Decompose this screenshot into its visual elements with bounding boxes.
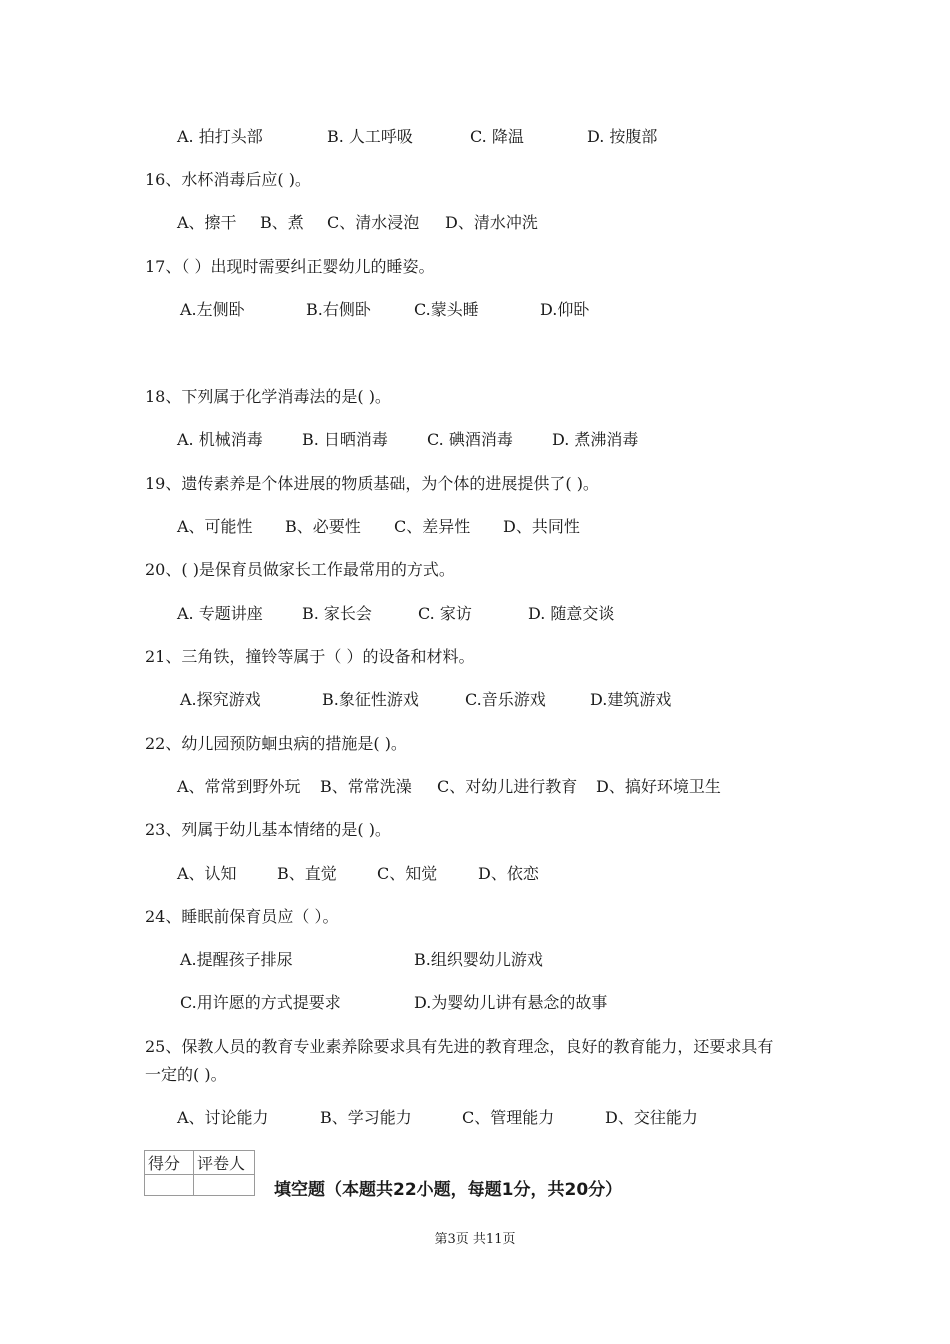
grader-header: 评卷人 — [194, 1151, 255, 1175]
q18-option-b: B. 日晒消毒 — [302, 430, 388, 449]
q22-option-a: A、常常到野外玩 — [177, 777, 301, 796]
q23-option-b: B、直觉 — [277, 864, 337, 883]
question-17: 17、（ ）出现时需要纠正婴幼儿的睡姿。 — [145, 257, 435, 276]
score-table — [144, 1150, 255, 1196]
question-19: 19、遗传素养是个体进展的物质基础，为个体的进展提供了( )。 — [145, 474, 599, 493]
q17-option-a: A.左侧卧 — [180, 300, 245, 319]
q19-option-b: B、必要性 — [285, 517, 361, 536]
q16-option-d: D、清水冲洗 — [445, 213, 538, 232]
q16-option-c: C、清水浸泡 — [327, 213, 420, 232]
question-20: 20、( )是保育员做家长工作最常用的方式。 — [145, 560, 455, 579]
q22-option-b: B、常常洗澡 — [320, 777, 412, 796]
q18-option-c: C. 碘酒消毒 — [427, 430, 513, 449]
q22-option-d: D、搞好环境卫生 — [596, 777, 721, 796]
question-18: 18、下列属于化学消毒法的是( )。 — [145, 387, 391, 406]
question-21: 21、三角铁，撞铃等属于（ ）的设备和材料。 — [145, 647, 475, 666]
q24-option-a: A.提醒孩子排尿 — [180, 950, 293, 969]
q23-option-a: A、认知 — [177, 864, 237, 883]
q16-option-b: B、煮 — [260, 213, 304, 232]
question-23: 23、列属于幼儿基本情绪的是( )。 — [145, 820, 391, 839]
q21-option-d: D.建筑游戏 — [590, 690, 672, 709]
score-header: 得分 — [145, 1151, 194, 1175]
q25-option-a: A、讨论能力 — [177, 1108, 269, 1127]
q17-option-c: C.蒙头睡 — [414, 300, 479, 319]
q19-option-d: D、共同性 — [503, 517, 580, 536]
grader-cell — [194, 1175, 255, 1196]
q22-option-c: C、对幼儿进行教育 — [437, 777, 578, 796]
score-cell — [145, 1175, 194, 1196]
q25-option-d: D、交往能力 — [605, 1108, 698, 1127]
q17-option-b: B.右侧卧 — [306, 300, 371, 319]
section-title: 填空题（本题共22小题，每题1分，共20分） — [274, 1180, 623, 1200]
q21-option-c: C.音乐游戏 — [465, 690, 546, 709]
q25-option-c: C、管理能力 — [462, 1108, 555, 1127]
q23-option-d: D、依恋 — [478, 864, 539, 883]
q24-option-b: B.组织婴幼儿游戏 — [414, 950, 543, 969]
q21-option-a: A.探究游戏 — [180, 690, 261, 709]
q24-option-c: C.用许愿的方式提要求 — [180, 993, 341, 1012]
q21-option-b: B.象征性游戏 — [322, 690, 419, 709]
q19-option-c: C、差异性 — [394, 517, 471, 536]
q20-option-a: A. 专题讲座 — [177, 604, 263, 623]
question-25-line2: 一定的( )。 — [145, 1065, 227, 1084]
q18-option-d: D. 煮沸消毒 — [552, 430, 639, 449]
q18-option-a: A. 机械消毒 — [177, 430, 263, 449]
q20-option-c: C. 家访 — [418, 604, 472, 623]
question-24: 24、睡眠前保育员应（ ）。 — [145, 907, 339, 926]
q23-option-c: C、知觉 — [377, 864, 438, 883]
question-25-line1: 25、保教人员的教育专业素养除要求具有先进的教育理念，良好的教育能力，还要求具有 — [145, 1037, 774, 1056]
q24-option-d: D.为婴幼儿讲有悬念的故事 — [414, 993, 608, 1012]
q15-option-b: B. 人工呼吸 — [327, 127, 413, 146]
q15-option-d: D. 按腹部 — [587, 127, 658, 146]
q15-option-c: C. 降温 — [470, 127, 524, 146]
q15-option-a: A. 拍打头部 — [177, 127, 263, 146]
q20-option-b: B. 家长会 — [302, 604, 372, 623]
q17-option-d: D.仰卧 — [540, 300, 590, 319]
q20-option-d: D. 随意交谈 — [528, 604, 615, 623]
q19-option-a: A、可能性 — [177, 517, 253, 536]
question-16: 16、水杯消毒后应( )。 — [145, 170, 311, 189]
page-footer: 第3页 共11页 — [434, 1232, 516, 1247]
q25-option-b: B、学习能力 — [320, 1108, 412, 1127]
question-22: 22、幼儿园预防蛔虫病的措施是( )。 — [145, 734, 407, 753]
q16-option-a: A、擦干 — [177, 213, 237, 232]
